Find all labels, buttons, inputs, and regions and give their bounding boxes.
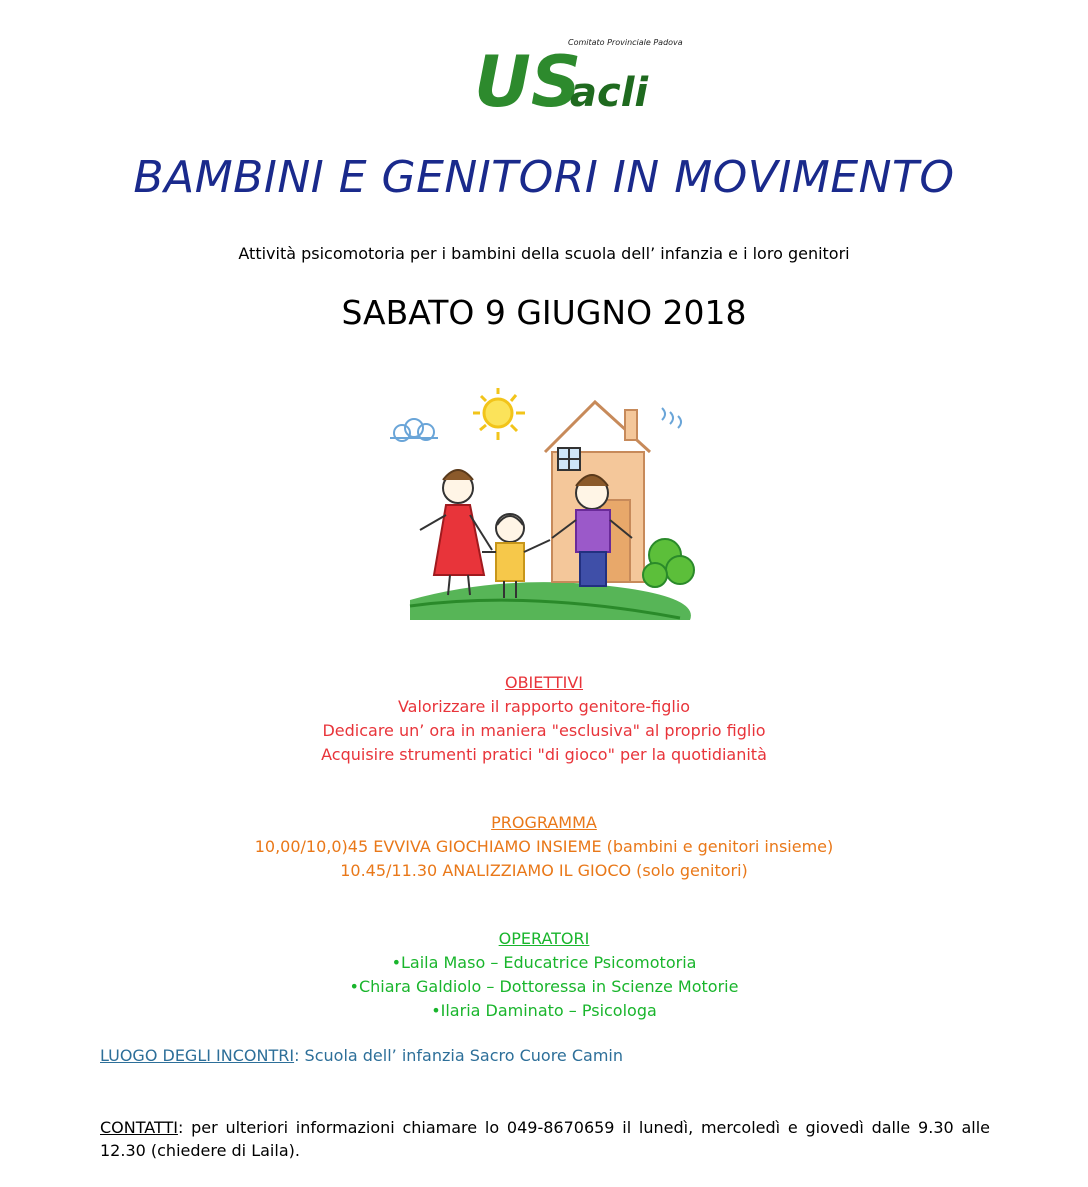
contatti-sep: : [177, 1118, 184, 1137]
family-house-drawing-icon [380, 380, 700, 630]
operatori-item: •Chiara Galdiolo – Dottoressa in Scienze Motorie [349, 977, 739, 996]
obiettivi-section [0, 671, 1088, 767]
obiettivi-item: Valorizzare il rapporto genitore-figlio [397, 697, 691, 716]
obiettivi-item: Dedicare un’ ora in maniera "esclusiva" al proprio figlio [322, 721, 766, 740]
logo-acli-text: acli [570, 70, 649, 114]
operatori-item: •Laila Maso – Educatrice Psicomotoria [391, 953, 697, 972]
contatti-text: per ulteriori informazioni chiamare lo 049-8670659 il lunedì, mercoledì e giovedì dalle 9.30 alle 12.30 (chiedere di Laila). [100, 1118, 990, 1160]
contatti-label: CONTATTI [100, 1118, 178, 1137]
contatti-paragraph [100, 1116, 990, 1162]
subtitle: Attività psicomotoria per i bambini della scuola dell’ infanzia e i loro genitori [238, 244, 850, 263]
programma-item: 10.45/11.30 ANALIZZIAMO IL GIOCO (solo genitori) [340, 861, 748, 880]
luogo-text: Scuola dell’ infanzia Sacro Cuore Camin [299, 1046, 623, 1065]
obiettivi-item: Acquisire strumenti pratici "di gioco" per la quotidianità [321, 745, 767, 764]
event-date: SABATO 9 GIUGNO 2018 [341, 293, 747, 332]
operatori-section [0, 927, 1088, 1023]
logo-us-text: US [474, 41, 582, 114]
luogo-label: LUOGO DEGLI INCONTRI [100, 1046, 295, 1065]
luogo-line [100, 1046, 623, 1065]
logo-tagline: Comitato Provinciale Padova [568, 38, 683, 47]
family-house-illustration [380, 380, 700, 630]
obiettivi-heading: OBIETTIVI [504, 673, 584, 692]
programma-section [0, 811, 1088, 883]
luogo-sep: : [294, 1046, 300, 1065]
programma-item: 10,00/10,0)45 EVVIVA GIOCHIAMO INSIEME (bambini e genitori insieme) [254, 837, 834, 856]
programma-heading: PROGRAMMA [491, 813, 597, 832]
page-title: BAMBINI E GENITORI IN MOVIMENTO [133, 152, 955, 203]
operatori-heading: OPERATORI [498, 929, 590, 948]
operatori-item: •Ilaria Daminato – Psicologa [431, 1001, 657, 1020]
